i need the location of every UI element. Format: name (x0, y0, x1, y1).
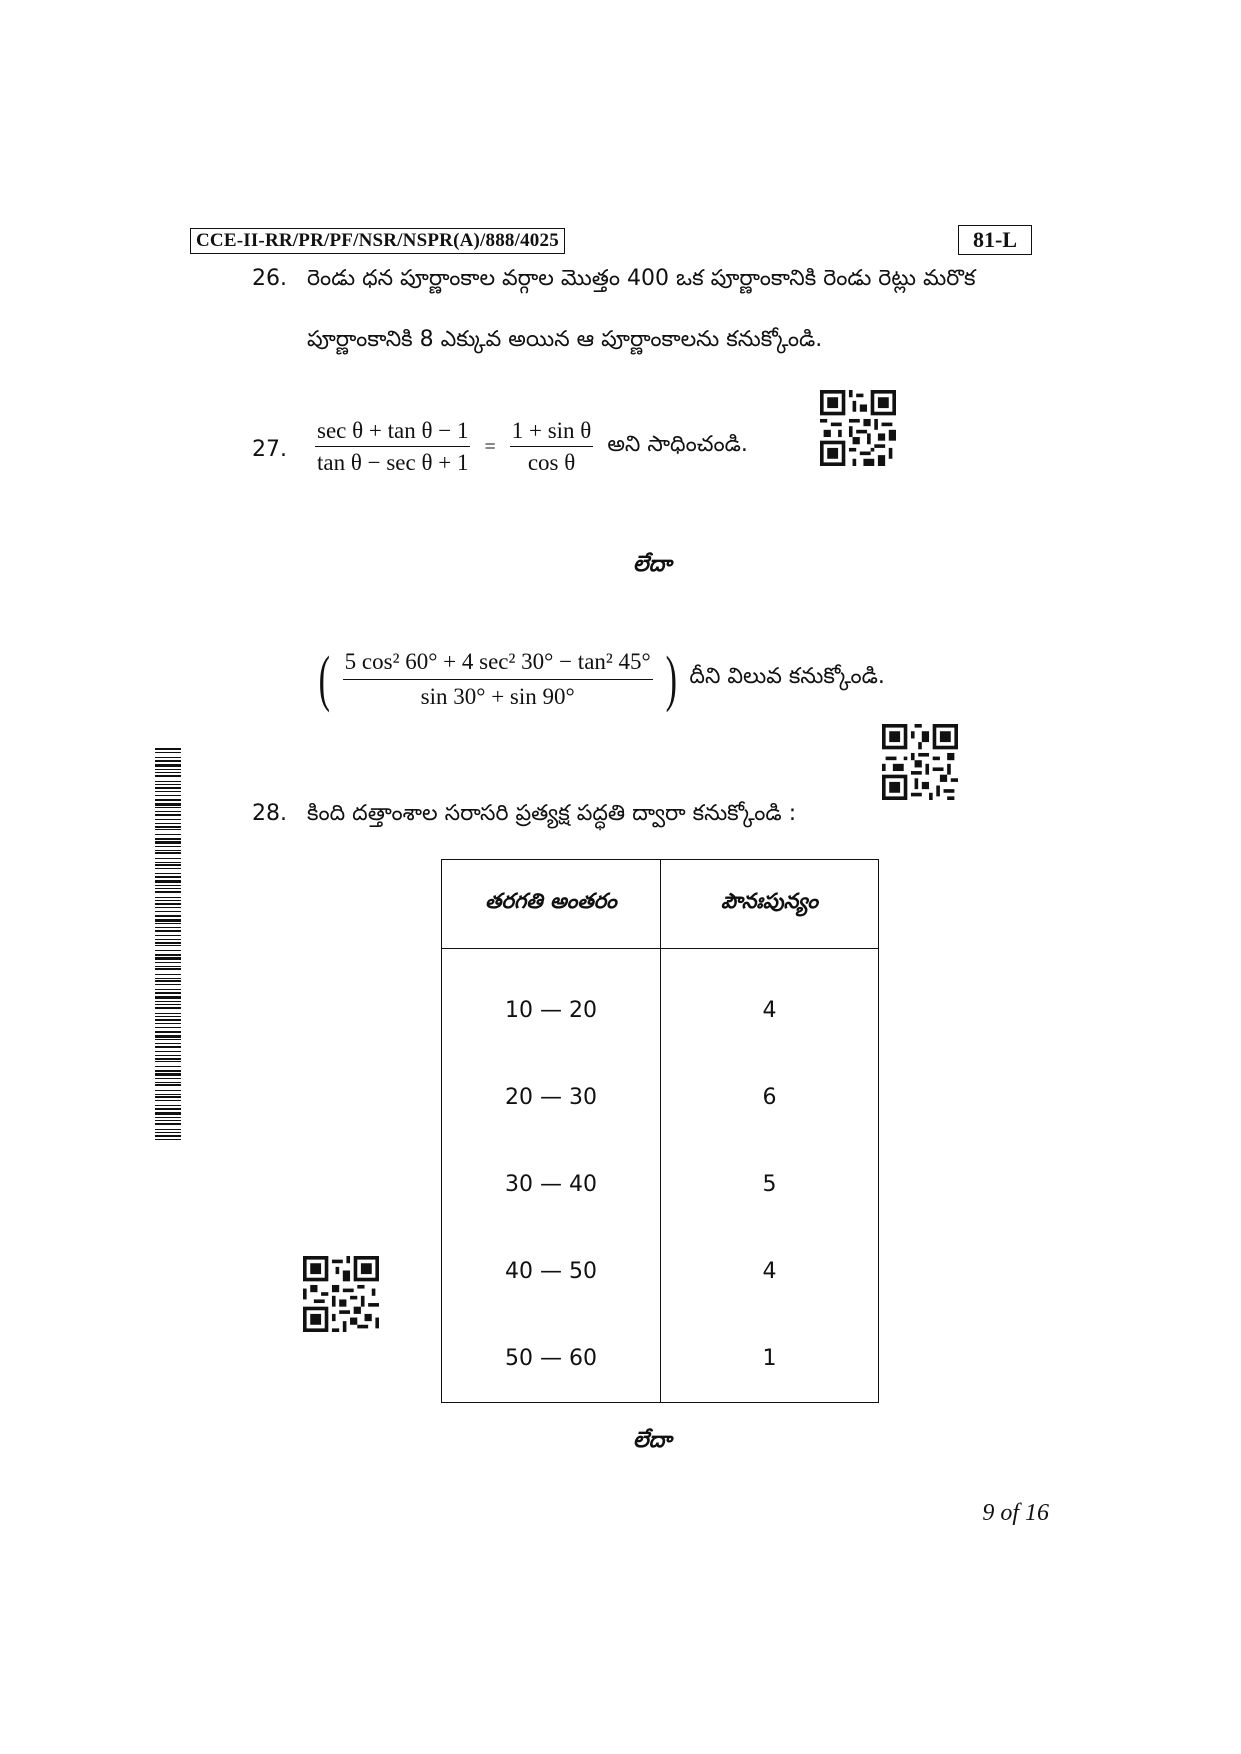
class-interval-cell: 50 — 60 (442, 1315, 661, 1403)
table-header-row (442, 860, 879, 949)
frequency-cell: 4 (661, 1228, 879, 1315)
rhs-fraction (510, 418, 594, 476)
equals-sign: = (484, 435, 496, 458)
identity-expression (315, 418, 748, 476)
barcode-icon (155, 748, 181, 1140)
prove-text: అని సాధించండి. (607, 432, 748, 457)
qr-code-icon (303, 1256, 379, 1332)
class-interval-cell: 20 — 30 (442, 1054, 661, 1141)
table-row (442, 949, 879, 1055)
lhs-denominator: tan θ − sec θ + 1 (317, 450, 469, 475)
class-interval-cell: 40 — 50 (442, 1228, 661, 1315)
alt-fraction (343, 649, 653, 710)
qr-code-icon (882, 724, 958, 800)
lhs-numerator: sec θ + tan θ − 1 (315, 418, 470, 447)
alt-numerator: 5 cos² 60° + 4 sec² 30° − tan² 45° (343, 649, 653, 680)
table-row (442, 1315, 879, 1403)
question-28-text: కింది దత్తాంశాల సరాసరి ప్రత్యక్ష పద్ధతి ద్వారా కనుక్కోండి : (307, 801, 797, 826)
rhs-denominator: cos θ (527, 450, 576, 475)
question-27-number: 27. (252, 437, 287, 462)
page-number: 9 of 16 (982, 1500, 1049, 1526)
frequency-cell: 5 (661, 1141, 879, 1228)
question-26-line-1: రెండు ధన పూర్ణాంకాల వర్గాల మొత్తం 400 ఒక పూర్ణాంకానికి రెండు రెట్లు మరొక (307, 266, 976, 291)
table-row (442, 1054, 879, 1141)
frequency-cell: 6 (661, 1054, 879, 1141)
alternative-expression (314, 645, 885, 713)
class-interval-cell: 30 — 40 (442, 1141, 661, 1228)
left-parenthesis: ( (318, 645, 331, 713)
right-parenthesis: ) (665, 645, 677, 713)
frequency-table (441, 859, 879, 1403)
lhs-fraction (315, 418, 470, 476)
exam-code: CCE-II-RR/PR/PF/NSR/NSPR(A)/888/4025 (190, 228, 565, 254)
table-row (442, 1141, 879, 1228)
question-26-line-2: పూర్ణాంకానికి 8 ఎక్కువ అయిన ఆ పూర్ణాంకాలను కనుక్కోండి. (307, 327, 823, 352)
alt-denominator: sin 30° + sin 90° (420, 683, 575, 709)
paper-code: 81-L (958, 225, 1032, 255)
or-separator-2: లేదా (633, 1428, 672, 1453)
frequency-cell: 4 (661, 949, 879, 1055)
or-separator-1: లేదా (633, 552, 672, 577)
find-value-text: దీని విలువ కనుక్కోండి. (689, 664, 885, 689)
rhs-numerator: 1 + sin θ (510, 418, 594, 447)
header-class-interval: తరగతి అంతరం (442, 860, 661, 949)
question-28-number: 28. (252, 801, 287, 826)
header-frequency: పౌనఃపున్యం (661, 860, 879, 949)
table-row (442, 1228, 879, 1315)
frequency-cell: 1 (661, 1315, 879, 1403)
question-26-number: 26. (252, 266, 287, 291)
qr-code-icon (820, 390, 896, 466)
class-interval-cell: 10 — 20 (442, 949, 661, 1055)
